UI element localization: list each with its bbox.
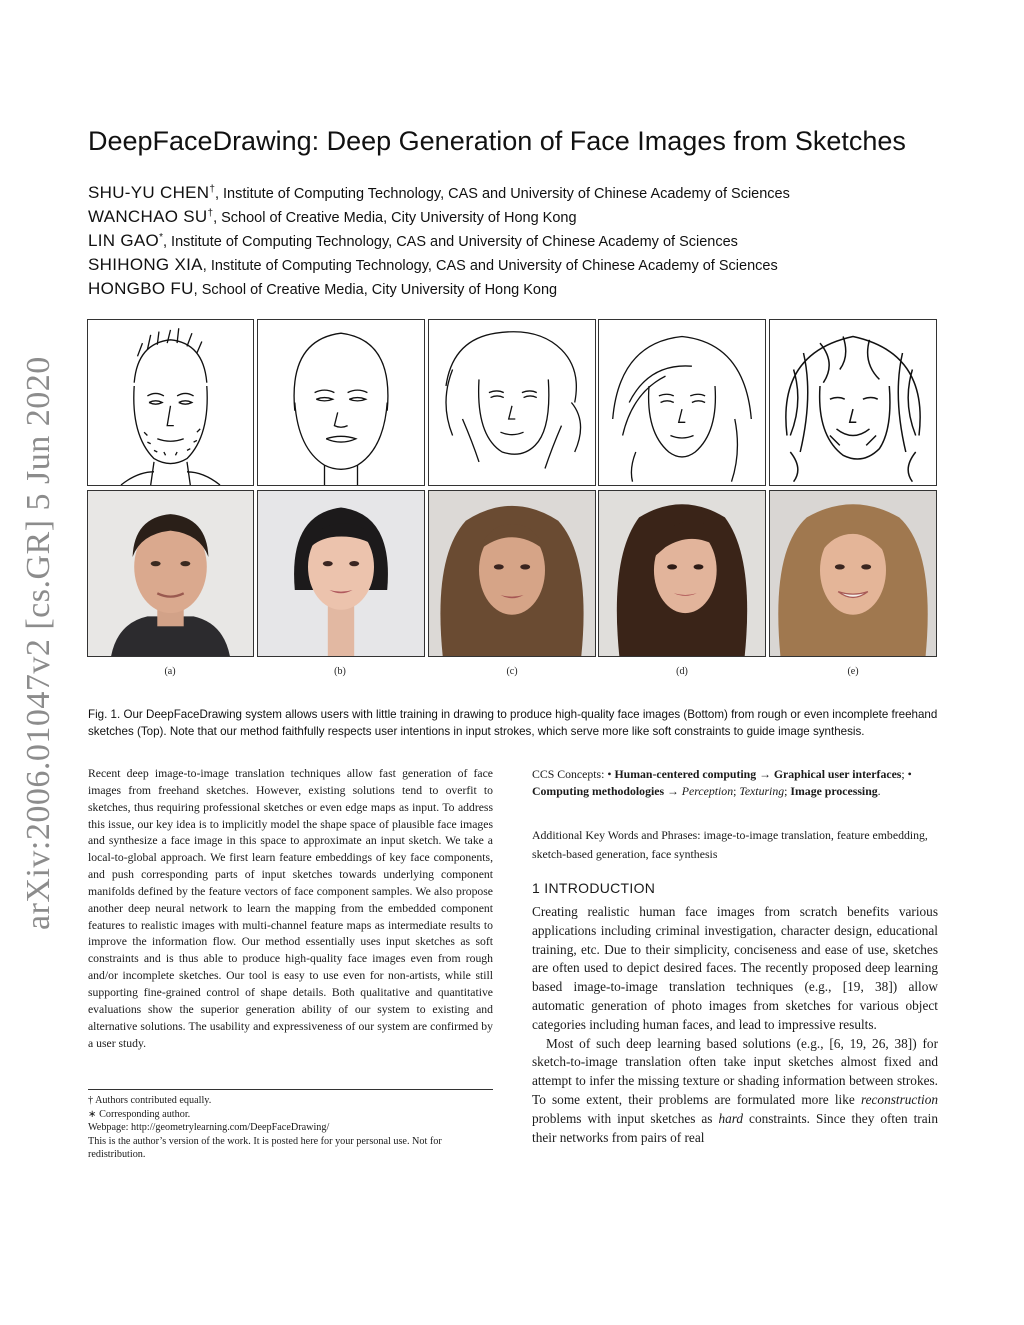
author-name: WANCHAO SU bbox=[88, 207, 208, 226]
ccs-semicolon: ; bbox=[733, 784, 737, 798]
intro-emphasis: hard bbox=[718, 1110, 744, 1126]
photo-e bbox=[769, 490, 937, 657]
photo-d bbox=[598, 490, 766, 657]
intro-text: Most of such deep learning based solutions (e.g., [6, 19, 26, 38]) for sketch-to-image translation often take input sketches almost fixed and attempt to infer the missing texture or shading information between strokes. To some extent, their problems are formulated more like bbox=[532, 1035, 938, 1107]
sketch-c bbox=[428, 319, 596, 486]
sketch-e bbox=[769, 319, 937, 486]
sublabel-b: (b) bbox=[334, 666, 346, 677]
author-line bbox=[88, 183, 790, 203]
sublabel-d: (d) bbox=[676, 666, 688, 677]
author-mark: † bbox=[207, 208, 214, 220]
author-mark: * bbox=[159, 232, 163, 244]
ccs-subconcept: Image processing bbox=[790, 784, 878, 798]
intro-paragraph-2 bbox=[532, 1035, 938, 1148]
ccs-lead: CCS Concepts: • bbox=[532, 767, 612, 781]
ccs-concept: Computing methodologies bbox=[532, 784, 665, 798]
photo-b bbox=[257, 490, 425, 657]
keywords: Additional Key Words and Phrases: image-to-image translation, feature embedding, sketch-based generation, face synthesis bbox=[532, 828, 928, 861]
author-affiliation: , Institute of Computing Technology, CAS and University of Chinese Academy of Sciences bbox=[162, 234, 738, 250]
author-name: SHU-YU CHEN bbox=[88, 183, 210, 202]
photo-a bbox=[87, 490, 254, 657]
intro-emphasis: reconstruction bbox=[860, 1091, 938, 1107]
sublabel-c: (c) bbox=[506, 666, 518, 677]
footnote-corresponding: ∗ Corresponding author. bbox=[88, 1108, 191, 1120]
author-affiliation: , Institute of Computing Technology, CAS and University of Chinese Academy of Sciences bbox=[202, 258, 778, 274]
intro-text: problems with input sketches as bbox=[532, 1110, 719, 1126]
sublabel-a: (a) bbox=[164, 666, 176, 677]
footnotes bbox=[88, 1094, 493, 1162]
intro-text: constraints. Since they often train their networks from pairs of real bbox=[532, 1110, 938, 1145]
ccs-subconcept: Perception bbox=[681, 784, 734, 798]
footnote-webpage: Webpage: http://geometrylearning.com/DeepFaceDrawing/ bbox=[88, 1122, 330, 1134]
ccs-subconcept: Graphical user interfaces bbox=[773, 767, 902, 781]
figure-caption: Fig. 1. Our DeepFaceDrawing system allows users with little training in drawing to produce high-quality face images (Bottom) from rough or even incomplete freehand sketches (Top). Note that our method faithfully respects user intentions in input strokes, which serve more like soft constraints to guide image synthesis. bbox=[88, 708, 938, 738]
abstract: Recent deep image-to-image translation techniques allow fast generation of face images from freehand sketches. However, existing solutions tend to overfit to sketches, thus requiring professional sketches or even edge maps as input. To address this issue, our key idea is to implicitly model the shape space of plausible face images and synthesize a face image in this space to approximate an input sketch. We take a local-to-global approach. We first learn feature embeddings of key face components, and push corresponding parts of input sketches towards underlying component manifolds defined by the feature vectors of face component samples. We also propose another deep neural network to learn the mapping from the embedded component features to realistic images with multi-channel feature maps as intermediate results to improve the information flow. Our method essentially uses input sketches as soft constraints and is thus able to produce high-quality face images even from rough and/or incomplete sketches. Our tool is easy to use even for non-artists, while still supporting fine-grained control of shape details. Both qualitative and quantitative evaluations show the superior generation ability of our system to existing and alternative solutions. The usability and expressiveness of our system are confirmed by a user study. bbox=[88, 767, 493, 1050]
author-line bbox=[88, 207, 577, 227]
author-line bbox=[88, 231, 738, 251]
arxiv-stamp: arXiv:2006.01047v2 [cs.GR] 5 Jun 2020 bbox=[20, 356, 57, 930]
ccs-semicolon: ; bbox=[784, 784, 788, 798]
footnote-notice: This is the author’s version of the work. It is posted here for your personal use. Not for redistribution. bbox=[88, 1135, 442, 1161]
ccs-end: . bbox=[877, 784, 881, 798]
author-affiliation: , School of Creative Media, City University of Hong Kong bbox=[213, 210, 577, 226]
sketch-b bbox=[257, 319, 425, 486]
paper-title: DeepFaceDrawing: Deep Generation of Face Images from Sketches bbox=[88, 126, 906, 156]
ccs-subconcept: Texturing bbox=[739, 784, 785, 798]
sublabel-e: (e) bbox=[847, 666, 859, 677]
ccs-arrow: → bbox=[667, 784, 679, 798]
ccs-concept: Human-centered computing bbox=[614, 767, 757, 781]
author-affiliation: , School of Creative Media, City University of Hong Kong bbox=[193, 282, 558, 298]
footnote-rule bbox=[88, 1089, 493, 1090]
author-name: SHIHONG XIA bbox=[88, 255, 203, 274]
author-name: HONGBO FU bbox=[88, 279, 194, 298]
section-heading-introduction: 1 INTRODUCTION bbox=[532, 880, 656, 896]
sketch-d bbox=[598, 319, 766, 486]
ccs-concepts bbox=[532, 766, 938, 800]
footnote-equal: † Authors contributed equally. bbox=[88, 1095, 212, 1106]
introduction-body bbox=[532, 903, 938, 1147]
author-line bbox=[88, 255, 778, 275]
author-mark: † bbox=[209, 184, 215, 196]
ccs-arrow: → bbox=[759, 767, 771, 781]
sketch-a bbox=[87, 319, 254, 486]
author-affiliation: , Institute of Computing Technology, CAS and University of Chinese Academy of Sciences bbox=[214, 186, 790, 202]
photo-c bbox=[428, 490, 596, 657]
ccs-separator: ; • bbox=[901, 767, 912, 781]
author-name: LIN GAO bbox=[88, 231, 160, 250]
intro-paragraph-1: Creating realistic human face images from scratch benefits various applications including criminal investigation, character design, educational training, etc. Due to their simplicity, conciseness and ease of use, sketches are often used to depict desired faces. The recently proposed deep learning based image-to-image translation techniques (e.g., [19, 38]) allow automatic generation of photo images from sketches for various object categories including human faces, and lead to impressive results. bbox=[532, 904, 938, 1032]
author-line bbox=[88, 279, 557, 299]
